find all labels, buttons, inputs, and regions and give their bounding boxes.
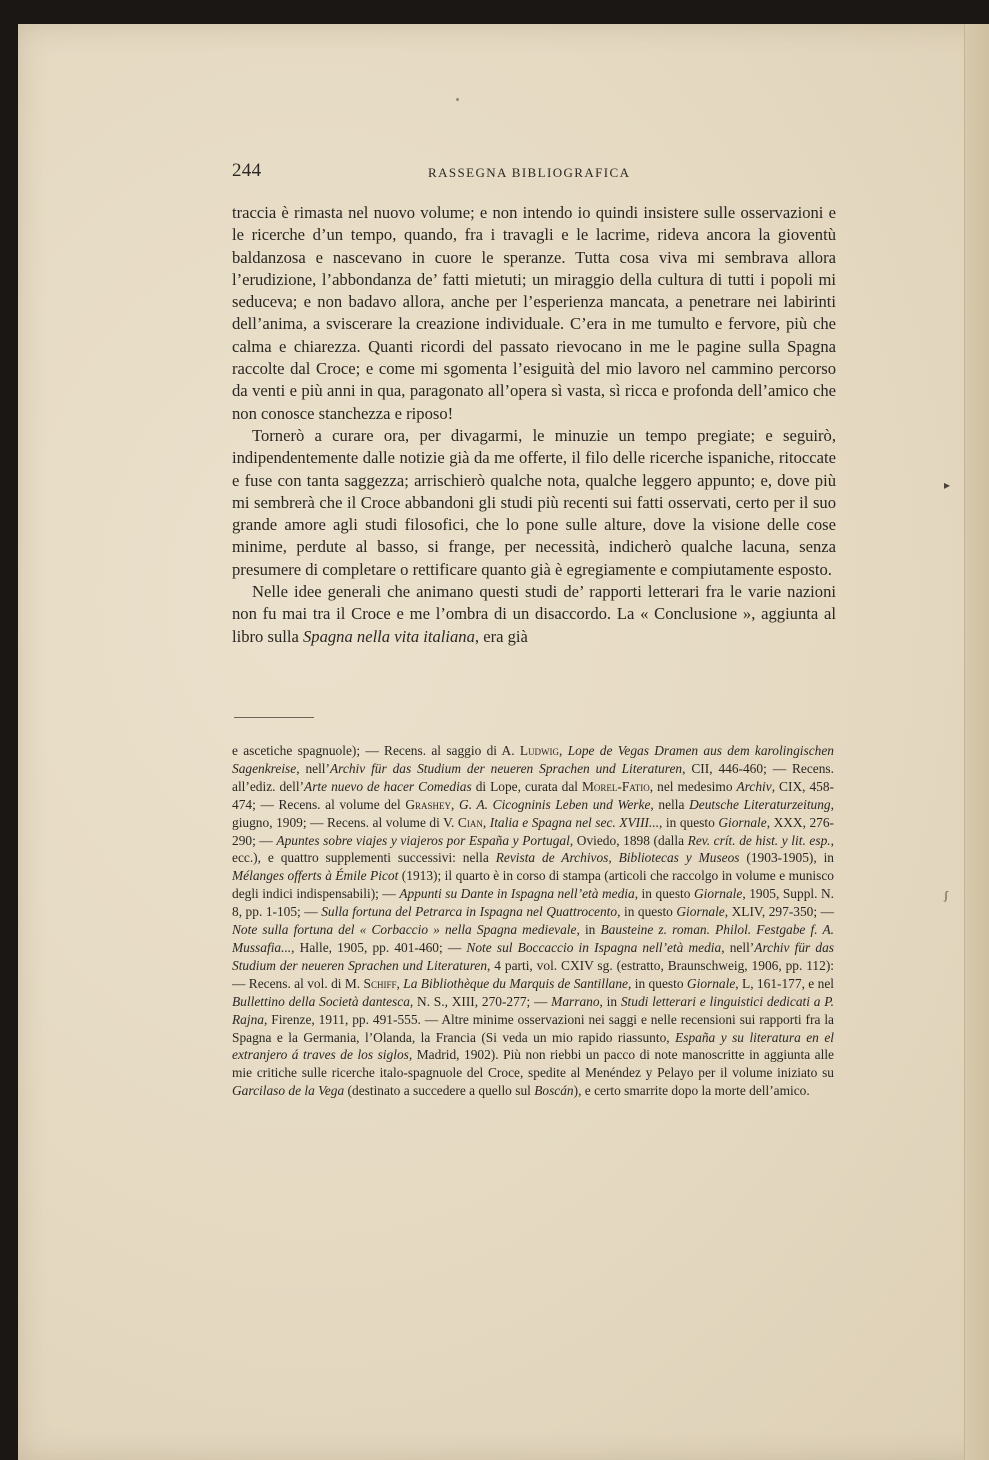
page-number: 244: [232, 160, 262, 181]
footnote-run: , Oviedo, 1898 (dalla: [569, 832, 688, 848]
author-name: Schiff: [363, 975, 397, 991]
journal-title: Giornale: [693, 886, 743, 902]
footnote-run: , in: [599, 993, 621, 1009]
footnote-run: , 1905, Suppl. N. 8, pp. 1-105; —: [232, 886, 835, 920]
work-title: G. A. Cicogninis Leben und Werke: [459, 796, 651, 812]
running-head: [232, 160, 836, 184]
footnote-run: e ascetiche spagnuole); — Recens. al saggio di A.: [232, 743, 520, 758]
footnote-text: [232, 742, 834, 1100]
author-name: Morel-Fatio: [581, 778, 650, 794]
journal-title: Revista de Archivos, Bibliotecas y Museos: [495, 850, 740, 866]
footnote-run: , nell’: [721, 939, 755, 955]
book-title: Spagna nella vita italiana: [302, 626, 475, 646]
journal-title: Rev. crít. de hist. y lit. esp.: [687, 832, 831, 848]
footnote-run: , in questo: [659, 814, 719, 830]
work-title: Note sul Boccaccio in Ispagna nell’età media: [466, 939, 722, 955]
author-name: Ludwig: [519, 743, 560, 758]
journal-title: Archiv: [736, 778, 772, 794]
footnote-run: , Madrid, 1902). Più non riebbi un pacco di note manoscritte in aggiunta alle mie critiche sulle ricerche italo-spagnuole del Croce, spedite al Menéndez y Pelayo per il volume iniziato su: [232, 1047, 834, 1081]
work-title: Garcilaso de la Vega: [232, 1083, 345, 1099]
paragraph-2: Tornerò a curare ora, per divagarmi, le minuzie un tempo pregiate; e seguirò, indipendentemente dalle notizie già da me offerte, il filo delle ricerche ispaniche, ritoccate e fuse con tanta saggezza; arrischierò qualche nota, qualche leggero appunto; e, dove più mi sembrerà che il Croce abbandoni gli studi più recenti sui fatti osservati, certo per il suo grande amore agli studi filosofici, che lo pone sulle alture, dove la visione delle cose minime, perdute al basso, si frange, per necessità, indicherò qualche lacuna, senza presumere di completare o rettificare quanto già è egregiamente e compiutamente esposto.: [232, 425, 836, 579]
footnote-run: , CII, 446-460; — Recens. all’ediz. dell’: [232, 760, 834, 794]
work-title: España y su literatura en el extranjero á traves de los siglos: [232, 1029, 834, 1063]
work-title: Italia e Spagna nel sec. XVIII...: [489, 814, 660, 830]
ink-speck: [456, 98, 459, 101]
footnote-run: , 4 parti, vol. CXIV sg. (estratto, Braunschweig, 1906, pp. 112): — Recens. al vol. di M.: [232, 957, 834, 991]
work-title: Apuntes sobre viajes y viajeros por España y Portugal: [276, 832, 570, 848]
footnote-run: , in questo: [617, 904, 677, 920]
work-title: Arte nuevo de hacer Comedias: [304, 778, 472, 794]
work-title: Mélanges offerts à Émile Picot: [232, 868, 399, 884]
footnote-run: (destinato a succedere a quello sul: [344, 1083, 535, 1099]
journal-title: Giornale: [718, 814, 767, 830]
footnote-run: , in: [576, 922, 601, 938]
journal-title: Giornale: [676, 904, 725, 920]
footnote-run: , CIX, 458-474; — Recens. al volume del: [232, 778, 834, 812]
work-title: Appunti su Dante in Ispagna nell’età media: [399, 886, 635, 902]
work-title: Note sulla fortuna del « Corbaccio » nella Spagna medievale: [232, 922, 577, 938]
footnote-run: ,: [451, 796, 460, 812]
footnote-run: , nella: [650, 796, 690, 812]
footnote-run: , in questo: [634, 886, 694, 902]
footnote-rule: [234, 717, 314, 718]
footnote-run: , in questo: [628, 975, 687, 991]
journal-title: Deutsche Literaturzeitung: [689, 796, 831, 812]
paragraph-3: [232, 581, 836, 648]
footnote-run: ,: [396, 975, 404, 991]
footnote-run: , N. S., XIII, 270-277; —: [409, 993, 552, 1009]
footnote-run: ), e certo smarrite dopo la morte dell’amico.: [573, 1083, 810, 1099]
footnote-run: , Firenze, 1911, pp. 491-555. — Altre minime osservazioni nei saggi e nelle recensioni sui rapporti fra la Spagna e la Germania, l’Olanda, la Francia (Si veda un mio rapido riassunto,: [232, 1011, 834, 1045]
footnote-run: , L, 161-177, e nel: [735, 975, 834, 991]
footnote-run: , Halle, 1905, pp. 401-460; —: [291, 939, 467, 955]
footnote-run: ,: [559, 743, 568, 758]
work-title: La Bibliothèque du Marquis de Santillane: [403, 975, 629, 991]
footnote-run: (1903-1905), in: [739, 850, 834, 866]
footnote-run: , nel medesimo: [649, 778, 737, 794]
journal-title: Archiv für das Studium der neueren Sprachen und Literaturen: [329, 760, 683, 776]
work-title: Lope de Vegas Dramen aus dem karolingischen Sagenkreise: [232, 743, 834, 776]
margin-mark: ▸: [944, 478, 951, 492]
journal-title: Bullettino della Società dantesca: [232, 993, 410, 1009]
work-title: Marrano: [551, 993, 600, 1009]
footnote-run: , nell’: [296, 760, 330, 776]
journal-title: Giornale: [686, 975, 736, 991]
work-title: Boscán: [534, 1083, 574, 1099]
footnote-run: , ecc.), e quattro supplementi successivi: nella: [232, 832, 834, 866]
margin-mark: ʃ: [944, 888, 948, 902]
footnote: [232, 742, 834, 1100]
running-title: RASSEGNA BIBLIOGRAFICA: [428, 165, 631, 180]
author-name: Grashey: [405, 796, 452, 812]
work-title: Bausteine z. roman. Philol. Festgabe f. A. Mussafia...: [232, 922, 834, 955]
work-title: Sulla fortuna del Petrarca in Ispagna nel Quattrocento: [321, 904, 618, 920]
paragraph-3-start: Nelle idee generali che animano questi studi de’ rapporti letterari fra le varie nazioni non fu mai tra il Croce e me l’ombra di un disaccordo. La « Conclusione », aggiunta al libro sulla: [232, 582, 836, 646]
main-text: [232, 202, 836, 648]
author-name: Cian: [457, 814, 483, 830]
journal-title: Archiv für das Studium der neueren Sprachen und Literaturen: [232, 939, 835, 973]
footnote-run: di Lope, curata dal: [471, 778, 582, 794]
footnote-run: (1913); il quarto è in corso di stampa (articoli che raccolgo in volume e munisco degli indici indispensabili); —: [232, 868, 834, 902]
paragraph-3-end: , era già: [474, 626, 528, 646]
footnote-run: , XXX, 276-290; —: [232, 814, 834, 848]
next-page-edge: [964, 24, 989, 1460]
footnote-run: ,: [482, 814, 490, 830]
footnote-run: , giugno, 1909; — Recens. al volume di V.: [232, 796, 834, 830]
paragraph-1: traccia è rimasta nel nuovo volume; e non intendo io quindi insistere sulle osservazioni e le ricerche d’un tempo, quando, fra i travagli e le lacrime, rideva ancora la gioventù baldanzosa e nascevano in cuore le speranze. Tutta cosa viva mi sembrava allora l’erudizione, l’abbondanza de’ fatti mietuti; un miraggio della cultura di tutti i popoli mi seduceva; e non badavo allora, anche per l’esperienza mancata, a penetrare nei labirinti dell’anima, a sviscerare la creazione individuale. C’era in me tumulto e fervore, più che calma e chiarezza. Quanti ricordi del passato rievocano in me le pagine sulla Spagna raccolte dal Croce; e come mi sgomenta l’esiguità del mio lavoro nel cammino percorso da venti e più anni in qua, paragonato all’opera sì vasta, sì ricca e profonda dell’amico che non conosce stanchezza e riposo!: [232, 203, 836, 423]
footnote-run: , XLIV, 297-350; —: [724, 904, 834, 920]
work-title: Studi letterari e linguistici dedicati a P. Rajna: [232, 993, 834, 1027]
